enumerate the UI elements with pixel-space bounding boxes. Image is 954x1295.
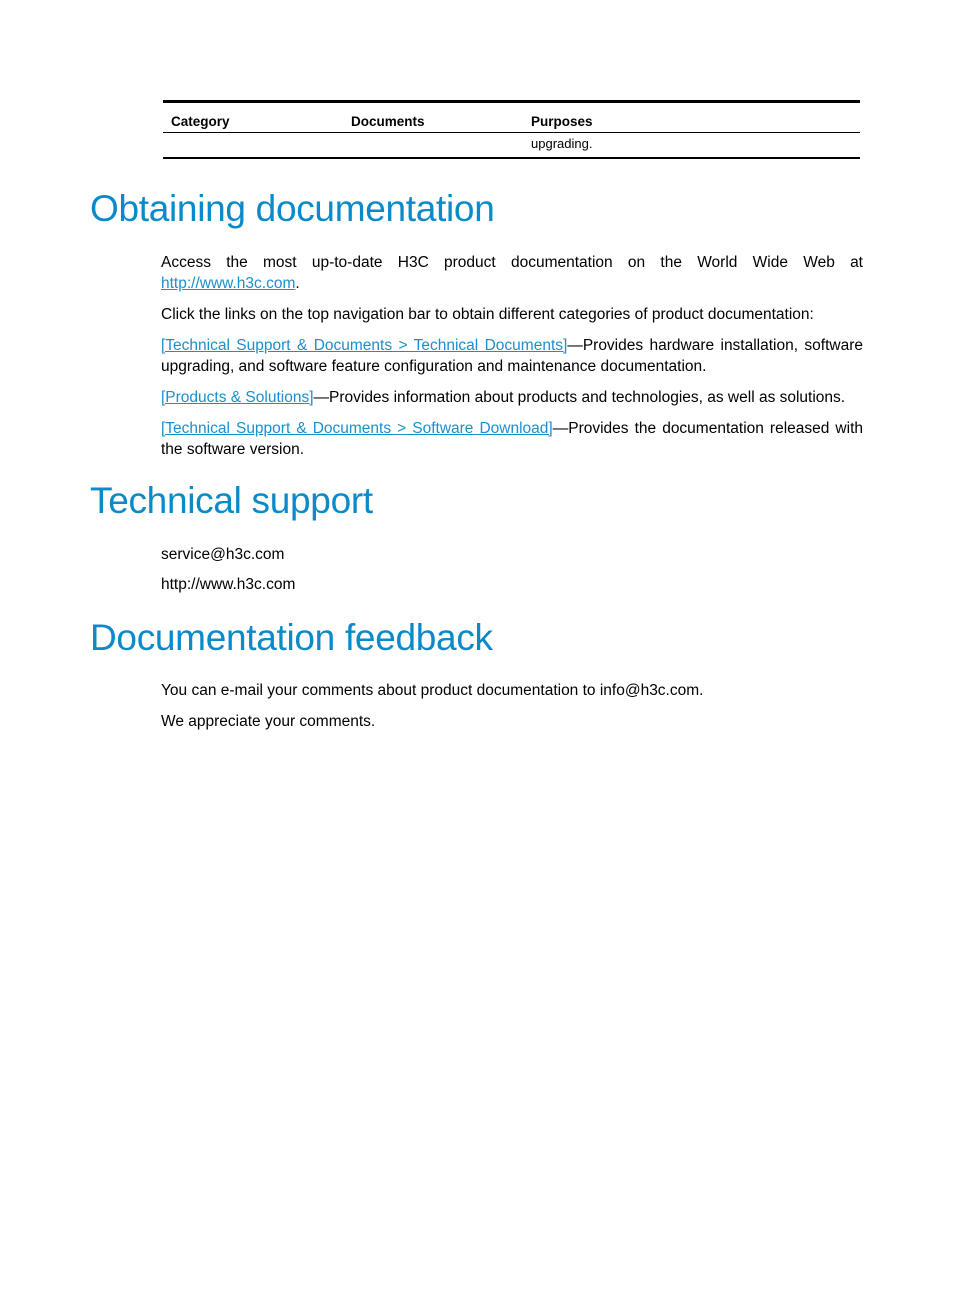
feedback-thanks-text: We appreciate your comments.: [161, 713, 376, 730]
feedback-email-text: You can e-mail your comments about product documentation to info@h3c.com.: [161, 682, 704, 699]
support-email: service@h3c.com: [161, 546, 285, 563]
cell-purposes: upgrading.: [531, 136, 593, 151]
cell-documents: [343, 133, 523, 159]
heading-documentation-feedback: Documentation feedback: [90, 617, 493, 658]
section-obtaining-documentation: [161, 252, 863, 470]
support-website: http://www.h3c.com: [161, 576, 296, 593]
table-header-row: [163, 102, 860, 133]
section-technical-support: [161, 544, 863, 604]
header-category: Category: [171, 114, 230, 129]
paragraph-navigation: Click the links on the top navigation bar to obtain different categories of product documentation:: [161, 306, 814, 323]
access-text: Access the most up-to-date H3C product documentation on the World Wide Web at: [161, 254, 863, 271]
section-documentation-feedback: [161, 680, 863, 742]
heading-obtaining-documentation: Obtaining documentation: [90, 188, 495, 229]
technical-documents-link[interactable]: [Technical Support & Documents > Technical Documents]: [161, 337, 568, 354]
header-purposes: Purposes: [531, 114, 593, 129]
technical-documents-desc: —Provides hardware installation, software upgrading, and software feature configuration and maintenance documentation.: [161, 337, 863, 375]
access-period: .: [295, 275, 300, 292]
paragraph-technical-documents: [161, 335, 863, 377]
heading-technical-support: Technical support: [90, 480, 373, 521]
paragraph-access: [161, 252, 863, 294]
paragraph-software-download: [161, 418, 863, 460]
software-download-link[interactable]: [Technical Support & Documents > Software Download]: [161, 420, 553, 437]
table-row: [163, 133, 860, 159]
cell-category: [163, 133, 343, 159]
header-documents: Documents: [351, 114, 425, 129]
software-download-desc: —Provides the documentation released with the software version.: [161, 420, 864, 458]
documents-table: [163, 100, 860, 159]
paragraph-products-solutions: [161, 387, 863, 408]
products-solutions-desc: —Provides information about products and technologies, as well as solutions.: [313, 389, 846, 406]
products-solutions-link[interactable]: [Products & Solutions]: [161, 389, 314, 406]
h3c-website-link[interactable]: http://www.h3c.com: [161, 275, 296, 292]
